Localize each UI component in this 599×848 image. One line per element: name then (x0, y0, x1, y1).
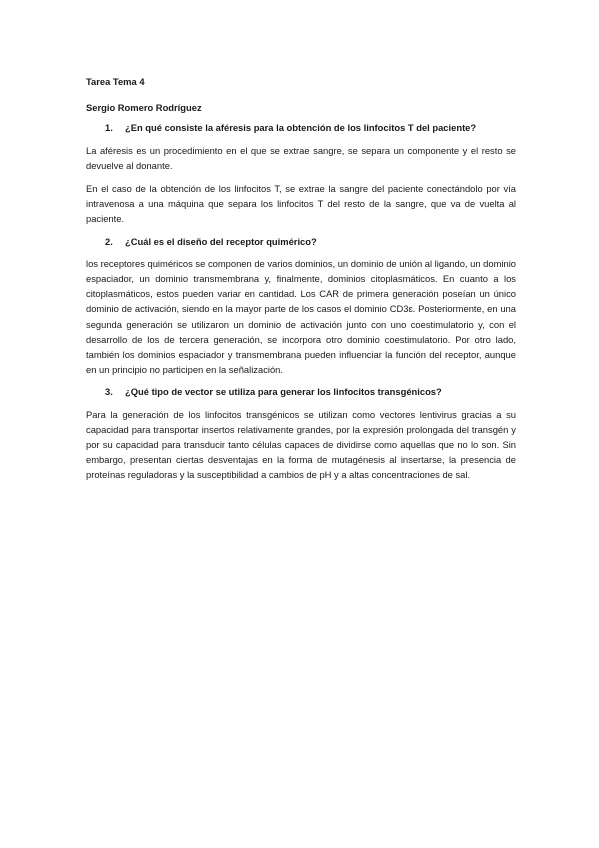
question-2 (86, 234, 516, 249)
question-1 (86, 120, 516, 135)
question-number: 2. (105, 235, 113, 247)
answer-paragraph: Para la generación de los linfocitos transgénicos se utilizan como vectores lentivirus gracias a su capacidad para transportar insertos relativamente grandes, por la expresión prolongada del transgén y por su capacidad para transducir tanto células capaces de dividirse como aquellas que no lo son. Sin embargo, presentan ciertas desventajas en la forma de mutagénesis al insertarse, la presencia de proteínas reguladoras y la susceptibilidad a cambios de pH y a altas concentraciones de sal. (86, 408, 516, 481)
question-text: ¿Cuál es el diseño del receptor quimérico? (125, 235, 317, 247)
question-text: ¿Qué tipo de vector se utiliza para generar los linfocitos transgénicos? (125, 386, 442, 398)
answer-paragraph: La aféresis es un procedimiento en el que se extrae sangre, se separa un componente y el resto se devuelve al donante. (86, 144, 516, 171)
question-number: 3. (105, 386, 113, 398)
document-author: Sergio Romero Rodríguez (86, 102, 202, 114)
question-text: ¿En qué consiste la aféresis para la obtención de los linfocitos T del paciente? (125, 122, 477, 134)
question-3 (86, 384, 516, 399)
document-body (86, 74, 516, 491)
answer-paragraph: los receptores quiméricos se componen de varios dominios, un dominio de unión al ligando, un dominio espaciador, un dominio transmembrana y, finalmente, dominios citoplasmáticos. En cuanto a los citoplasmáticos, estos pueden variar en cantidad. Los CAR de primera generación poseían un único dominio de activación, siendo en la mayor parte de los casos el dominio CD3ɛ. Posteriormente, en una segunda generación se utilizaron un dominio de activación junto con uno coestimulatorio y, con el desarrollo de los de tercera generación, se incorpora otro dominio coestimulatorio. Por otro lado, también los dominios espaciador y transmembrana pueden influenciar la función del receptor, aunque en un principio no participen en la señalización. (86, 257, 516, 376)
answer-paragraph: En el caso de la obtención de los linfocitos T, se extrae la sangre del paciente conectándolo por vía intravenosa a una máquina que separa los linfocitos T del resto de la sangre, que va de vuelta al paciente. (86, 183, 516, 225)
question-number: 1. (105, 122, 113, 134)
document-title: Tarea Tema 4 (86, 76, 145, 87)
